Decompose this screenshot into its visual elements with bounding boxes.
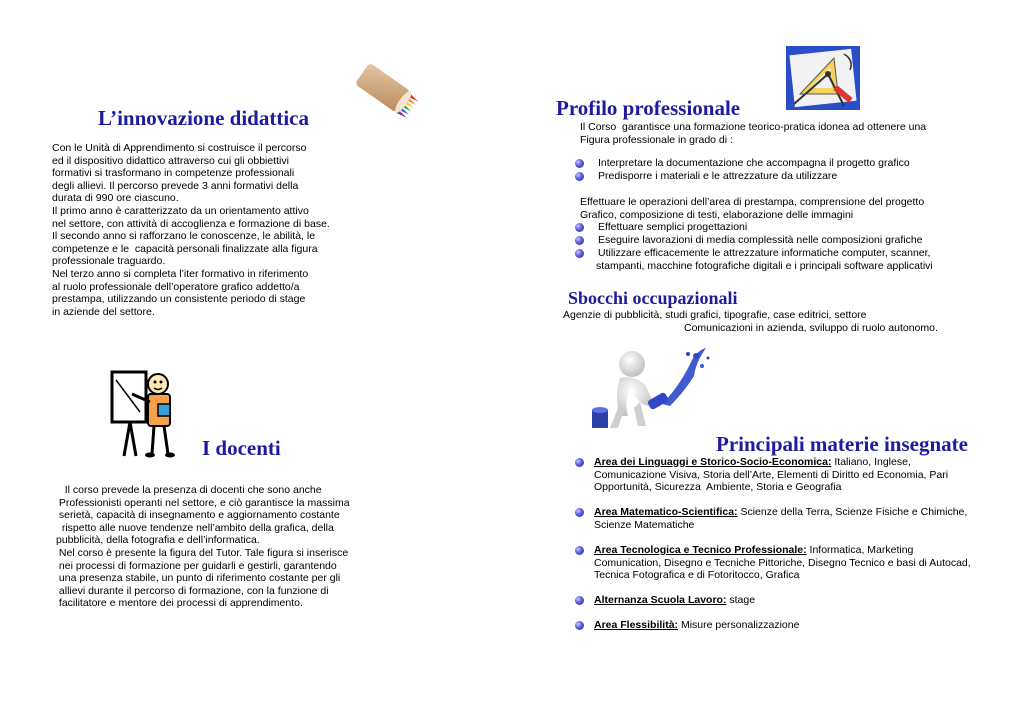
- text-line: Comunicazione Visiva, Storia dell’Arte, Elementi di Diritto ed Economia, Pari: [594, 468, 949, 481]
- materia-first: Scienze della Terra, Scienze Fisiche e Chimiche,: [737, 506, 968, 518]
- text-line: pubblicità, della fotografia e dell’informatica.: [56, 534, 260, 547]
- bullet-icon: [575, 621, 584, 630]
- text-line: prestampa, utilizzando un consistente periodo di stage: [52, 293, 306, 306]
- innovazione-text: [52, 142, 330, 318]
- text-line: Professionisti operanti nel settore, e ciò garantisce la massima: [56, 496, 350, 509]
- materia-item: [594, 456, 999, 494]
- sbocchi-line-1: Agenzie di pubblicità, studi grafici, tipografie, case editrici, settore: [563, 309, 867, 321]
- text-line: nel settore, con attività di accoglienza e formazione di base.: [52, 217, 330, 230]
- profilo-bullet: Eseguire lavorazioni di media complessità nelle composizioni grafiche: [598, 234, 923, 246]
- text-line: Scienze Matematiche: [594, 518, 695, 531]
- text-line: Comunication, Disegno e Tecniche Pittoriche, Disegno Tecnico e basi di Autocad,: [594, 556, 971, 569]
- text-line: competenze e le capacità personali finalizzate alla figura: [52, 242, 318, 255]
- text-line: Il primo anno è caratterizzato da un orientamento attivo: [52, 204, 309, 217]
- sbocchi-title: Sbocchi occupazionali: [568, 288, 738, 308]
- profilo-bullet: Predisporre i materiali e le attrezzature da utilizzare: [598, 170, 838, 182]
- materia-first: Misure personalizzazione: [678, 619, 800, 631]
- materia-item: [594, 619, 999, 632]
- materia-first: stage: [726, 594, 756, 606]
- bullet-icon: [575, 596, 584, 605]
- bullet-icon: [575, 508, 584, 517]
- text-line: allievi durante il percorso di formazione, con la funzione di: [56, 584, 329, 597]
- profilo-intro: [580, 121, 926, 146]
- text-line: Il secondo anno si rafforzano le conoscenze, le abilità, le: [52, 230, 316, 243]
- pencils-icon: [348, 56, 420, 126]
- text-line: degli allievi. Il percorso prevede 3 anni formativi della: [52, 179, 299, 192]
- text-line: al ruolo professionale dell’operatore grafico addetto/a: [52, 280, 300, 293]
- materia-label: Area Flessibilità:: [594, 619, 679, 631]
- profilo-title: Profilo professionale: [556, 96, 741, 120]
- profilo-middle: [580, 196, 924, 221]
- profilo-bullet: Effettuare semplici progettazioni: [598, 221, 748, 233]
- text-line: serietà, capacità di insegnamento e aggiornamento costante: [56, 509, 340, 522]
- text-line: durata di 990 ore ciascuno.: [52, 192, 179, 205]
- bullet-icon: [575, 159, 584, 168]
- bullet-icon: [575, 223, 584, 232]
- painter-figure-icon: [584, 346, 712, 432]
- text-line: nei processi di formazione per guidarli e gestirli, garantendo: [56, 559, 337, 572]
- materia-label: Alternanza Scuola Lavoro:: [594, 594, 727, 606]
- materia-first: Informatica, Marketing: [806, 544, 914, 556]
- docenti-text: [56, 484, 350, 610]
- text-line: ed il dispositivo didattico attraverso cui gli obbiettivi: [52, 154, 289, 167]
- innovazione-title: L’innovazione didattica: [98, 106, 310, 130]
- profilo-bullet: Interpretare la documentazione che accompagna il progetto grafico: [598, 157, 910, 169]
- materia-label: Area dei Linguaggi e Storico-Socio-Economica:: [594, 456, 832, 468]
- text-line: Figura professionale in grado di :: [580, 133, 733, 146]
- text-line: una presenza stabile, un punto di riferimento costante per gli: [56, 572, 341, 585]
- text-line: in aziende del settore.: [52, 305, 155, 318]
- materie-title: Principali materie insegnate: [716, 432, 968, 456]
- profilo-continuation: stampanti, macchine fotografiche digitali e i principali software applicativi: [596, 260, 933, 272]
- bullet-icon: [575, 546, 584, 555]
- materia-first: Italiano, Inglese,: [831, 456, 911, 468]
- text-line: Grafico, composizione di testi, elaborazione delle immagini: [580, 208, 854, 221]
- materia-label: Area Tecnologica e Tecnico Professionale:: [594, 544, 807, 556]
- text-line: professionale traguardo.: [52, 255, 166, 268]
- text-line: Con le Unità di Apprendimento si costruisce il percorso: [52, 142, 307, 154]
- text-line: Il Corso garantisce una formazione teorico-pratica idonea ad ottenere una: [580, 121, 927, 133]
- bullet-icon: [575, 458, 584, 467]
- text-line: Opportunità, Sicurezza Ambiente, Storia e Geografia: [594, 481, 842, 494]
- text-line: Effettuare le operazioni dell’area di prestampa, comprensione del progetto: [580, 196, 925, 208]
- text-line: Il corso prevede la presenza di docenti che sono anche: [56, 484, 322, 496]
- docenti-title: I docenti: [202, 436, 281, 460]
- text-line: Nel terzo anno si completa l’iter formativo in riferimento: [52, 267, 309, 280]
- materia-item: [594, 506, 999, 531]
- materia-label: Area Matematico-Scientifica:: [594, 506, 738, 518]
- bullet-icon: [575, 236, 584, 245]
- text-line: formativi si trasformano in competenze professionali: [52, 167, 295, 180]
- text-line: Nel corso è presente la figura del Tutor. Tale figura si inserisce: [56, 546, 349, 559]
- drafting-tools-icon: [784, 44, 862, 112]
- text-line: Tecnica Fotografica e di Fotoritocco, Grafica: [594, 569, 800, 582]
- text-line: rispetto alle nuove tendenze nell’ambito della grafica, della: [56, 521, 334, 534]
- materia-item: [594, 594, 999, 607]
- bullet-icon: [575, 172, 584, 181]
- teacher-icon: [110, 366, 186, 458]
- bullet-icon: [575, 249, 584, 258]
- profilo-bullet: Utilizzare efficacemente le attrezzature informatiche computer, scanner,: [598, 247, 931, 259]
- sbocchi-line-2: Comunicazioni in azienda, sviluppo di ruolo autonomo.: [684, 322, 938, 334]
- text-line: facilitatore e mentore dei processi di apprendimento.: [56, 597, 303, 610]
- materia-item: [594, 544, 999, 582]
